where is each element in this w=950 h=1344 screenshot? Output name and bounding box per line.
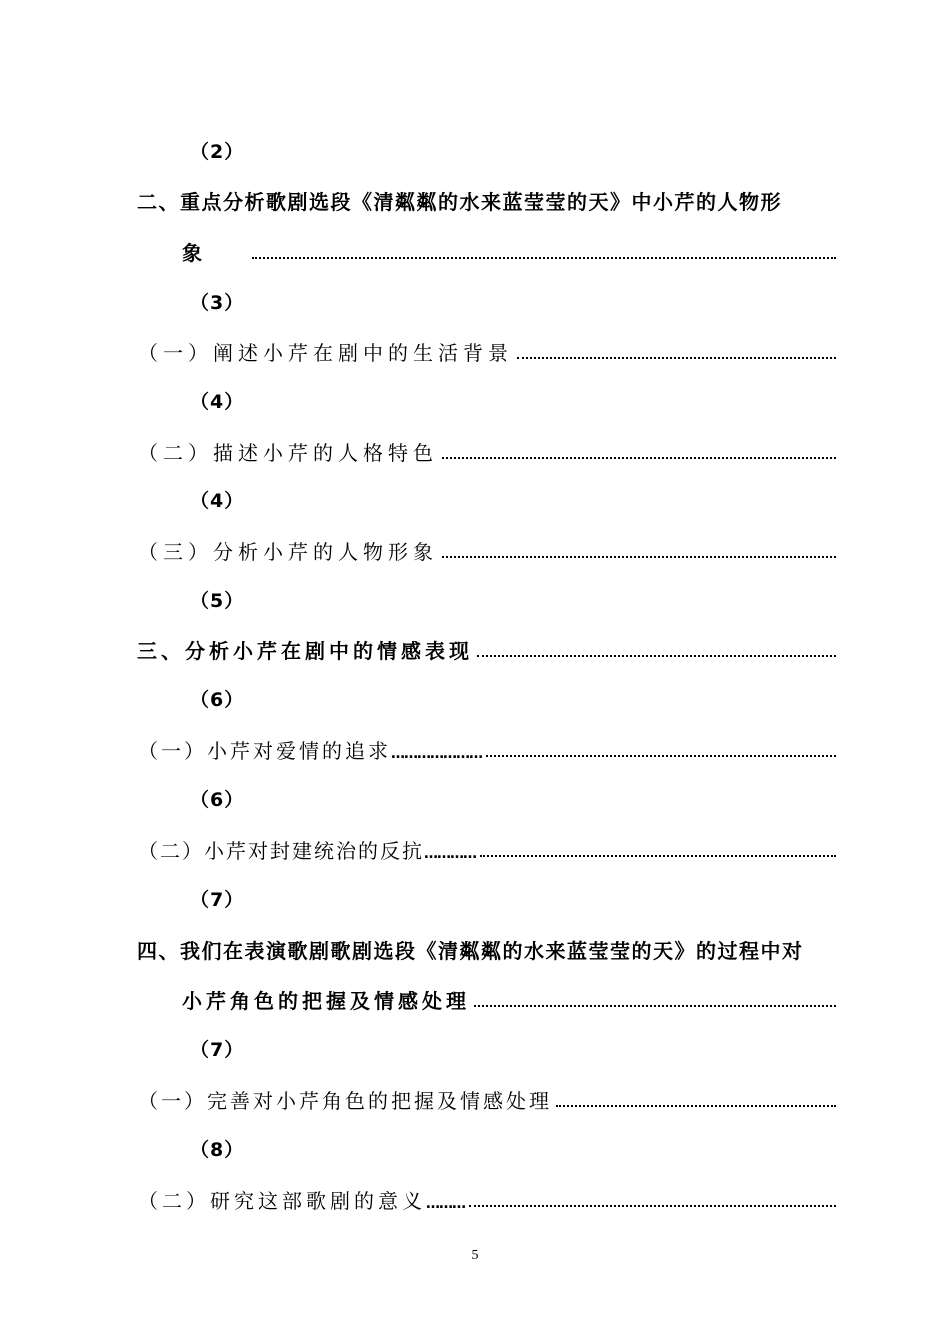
toc-entry-title: （二）描述小芹的人格特色 bbox=[138, 441, 438, 465]
toc-entry-section-4-2[interactable] bbox=[138, 1185, 836, 1214]
toc-page-ref: （3） bbox=[190, 292, 245, 314]
toc-entry-section-4-1[interactable] bbox=[138, 1085, 836, 1114]
toc-entry-section-3[interactable] bbox=[137, 635, 836, 664]
toc-entry-title: （二）小芹对封建统治的反抗 bbox=[138, 839, 424, 863]
toc-entry-title: 四、我们在表演歌剧歌剧选段《清粼粼的水来蓝莹莹的天》的过程中对 bbox=[137, 939, 804, 963]
toc-page-ref: （4） bbox=[190, 391, 245, 413]
toc-entry-title: （一）完善对小芹角色的把握及情感处理 bbox=[138, 1089, 552, 1113]
toc-entry-section-4[interactable] bbox=[137, 935, 804, 964]
dot-leader bbox=[442, 457, 836, 459]
toc-entry-title: 二、重点分析歌剧选段《清粼粼的水来蓝莹莹的天》中小芹的人物形 bbox=[137, 190, 782, 214]
ellipsis-leader: ……… bbox=[426, 1196, 465, 1212]
toc-page-ref: （5） bbox=[190, 590, 245, 612]
toc-page-ref: （6） bbox=[190, 789, 245, 811]
toc-page-ref: （2） bbox=[190, 141, 245, 163]
dot-leader bbox=[442, 556, 836, 558]
dot-leader bbox=[486, 755, 836, 757]
dot-leader bbox=[252, 257, 837, 259]
toc-entry-section-2[interactable] bbox=[137, 186, 782, 215]
toc-entry-section-2-cont[interactable] bbox=[182, 237, 836, 266]
toc-entry-title: （一）阐述小芹在剧中的生活背景 bbox=[138, 341, 513, 365]
toc-page-ref: （8） bbox=[190, 1139, 245, 1161]
toc-entry-title: 三、分析小芹在剧中的情感表现 bbox=[137, 639, 473, 663]
toc-entry-section-3-1[interactable] bbox=[138, 735, 836, 764]
dot-leader bbox=[480, 855, 836, 857]
dot-leader bbox=[556, 1105, 836, 1107]
page-number: 5 bbox=[471, 1248, 479, 1263]
ellipsis-leader: ………… bbox=[424, 846, 476, 862]
toc-page-ref: （6） bbox=[190, 689, 245, 711]
dot-leader bbox=[477, 655, 836, 657]
toc-entry-section-2-3[interactable] bbox=[138, 536, 836, 565]
toc-entry-title: （二）研究这部歌剧的意义 bbox=[138, 1189, 426, 1213]
toc-page-ref: （4） bbox=[190, 490, 245, 512]
dot-leader bbox=[469, 1205, 836, 1207]
toc-entry-title: 小芹角色的把握及情感处理 bbox=[182, 989, 470, 1013]
toc-entry-title: （一）小芹对爱情的追求 bbox=[138, 739, 391, 763]
dot-leader bbox=[517, 357, 836, 359]
dot-leader bbox=[474, 1005, 836, 1007]
toc-entry-section-3-2[interactable] bbox=[138, 835, 836, 864]
toc-entry-section-2-2[interactable] bbox=[138, 437, 836, 466]
ellipsis-leader: ………………… bbox=[391, 746, 482, 762]
toc-entry-title: 象 bbox=[182, 241, 204, 265]
toc-entry-section-2-1[interactable] bbox=[138, 337, 836, 366]
toc-page-ref: （7） bbox=[190, 1039, 245, 1061]
toc-entry-section-4-cont[interactable] bbox=[182, 985, 836, 1014]
toc-page-ref: （7） bbox=[190, 889, 245, 911]
toc-entry-title: （三）分析小芹的人物形象 bbox=[138, 540, 438, 564]
